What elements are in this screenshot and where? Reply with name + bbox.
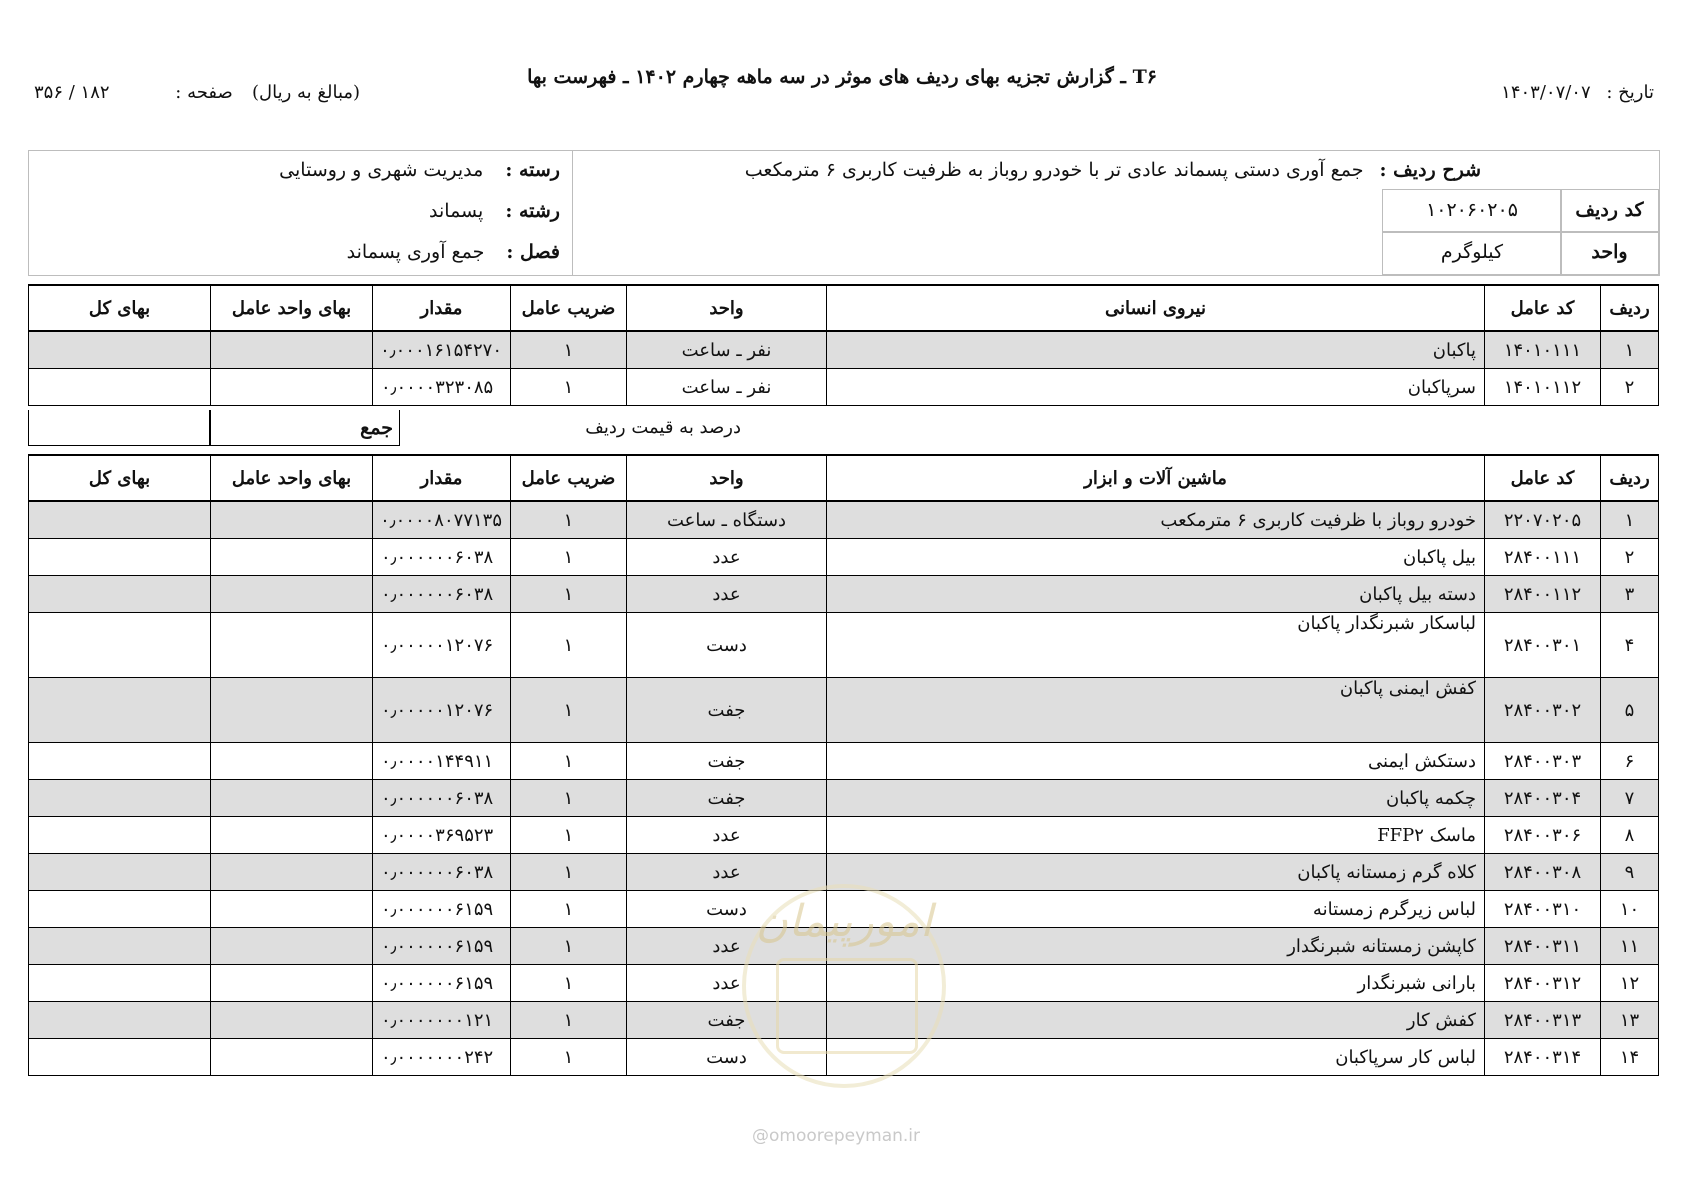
row-number: ۲ xyxy=(1601,539,1659,576)
factor-code: ۲۸۴۰۰۳۰۱ xyxy=(1485,613,1601,678)
factor-unit: دست xyxy=(627,891,827,928)
factor-quantity: ۰٫۰۰۰۰۰۰۶۱۵۹ xyxy=(373,965,511,1002)
factor-code: ۲۸۴۰۰۱۱۲ xyxy=(1485,576,1601,613)
factor-title: دسته بیل پاکبان xyxy=(827,576,1485,613)
description-value: جمع آوری دستی پسماند عادی تر با خودرو روباز به ظرفیت کاربری ۶ مترمکعب xyxy=(744,159,1364,181)
col-unit-price-header: بهای واحد عامل xyxy=(211,285,373,331)
factor-title: کاپشن زمستانه شبرنگدار xyxy=(827,928,1485,965)
factor-title: بارانی شبرنگدار xyxy=(827,965,1485,1002)
factor-unit: عدد xyxy=(627,817,827,854)
factor-title: سرپاکبان xyxy=(827,369,1485,406)
factor-quantity: ۰٫۰۰۰۰۰۱۲۰۷۶ xyxy=(373,613,511,678)
factor-unit-price xyxy=(211,1039,373,1076)
labor-header-row xyxy=(29,285,1659,331)
table-row xyxy=(29,331,1659,369)
factor-unit-price xyxy=(211,331,373,369)
table-row xyxy=(29,817,1659,854)
factor-quantity: ۰٫۰۰۰۰۸۰۷۷۱۳۵ xyxy=(373,501,511,539)
row-number: ۱۱ xyxy=(1601,928,1659,965)
factor-total-price xyxy=(29,613,211,678)
factor-coefficient: ۱ xyxy=(511,331,627,369)
page-label: صفحه : xyxy=(175,82,233,103)
table-row xyxy=(29,780,1659,817)
col-quantity-header: مقدار xyxy=(373,455,511,501)
col-quantity-header: مقدار xyxy=(373,285,511,331)
factor-quantity: ۰٫۰۰۰۰۰۰۶۰۳۸ xyxy=(373,780,511,817)
factor-total-price xyxy=(29,965,211,1002)
factor-unit: نفر ـ ساعت xyxy=(627,331,827,369)
labor-table xyxy=(28,284,1659,406)
factor-title: خودرو روباز با ظرفیت کاربری ۶ مترمکعب xyxy=(827,501,1485,539)
factor-unit-price xyxy=(211,613,373,678)
item-description-panel xyxy=(573,151,1659,275)
col-total-header: بهای کل xyxy=(29,455,211,501)
row-number: ۵ xyxy=(1601,678,1659,743)
factor-total-price xyxy=(29,576,211,613)
factor-quantity: ۰٫۰۰۰۰۰۰۰۱۲۱ xyxy=(373,1002,511,1039)
row-number: ۳ xyxy=(1601,576,1659,613)
factor-unit: دست xyxy=(627,613,827,678)
amounts-note: (مبالغ به ریال) xyxy=(252,82,361,103)
col-unit-price-header: بهای واحد عامل xyxy=(211,455,373,501)
item-info-box xyxy=(28,150,1660,276)
factor-unit: جفت xyxy=(627,780,827,817)
factor-code: ۲۸۴۰۰۳۰۳ xyxy=(1485,743,1601,780)
description-row xyxy=(745,159,1481,181)
factor-title: دستکش ایمنی xyxy=(827,743,1485,780)
code-value-cell: ۱۰۲۰۶۰۲۰۵ xyxy=(1382,189,1562,233)
col-title-header: نیروی انسانی xyxy=(827,285,1485,331)
factor-total-price xyxy=(29,891,211,928)
factor-quantity: ۰٫۰۰۰۰۰۰۶۰۳۸ xyxy=(373,854,511,891)
factor-coefficient: ۱ xyxy=(511,1002,627,1039)
unit-label-cell: واحد xyxy=(1560,231,1659,275)
factor-title: کفش ایمنی پاکبان xyxy=(827,678,1485,743)
report-title: T۶ ـ گزارش تجزیه بهای ردیف های موثر در سه ماهه چهارم ۱۴۰۲ ـ فهرست بها xyxy=(527,66,1157,88)
sum-label: جمع xyxy=(210,410,400,446)
factor-coefficient: ۱ xyxy=(511,817,627,854)
factor-title: لباسکار شبرنگدار پاکبان xyxy=(827,613,1485,678)
factor-unit: عدد xyxy=(627,539,827,576)
field-label: رشته : xyxy=(505,200,560,222)
factor-coefficient: ۱ xyxy=(511,965,627,1002)
table-row xyxy=(29,576,1659,613)
col-title-header: ماشین آلات و ابزار xyxy=(827,455,1485,501)
watermark-seal xyxy=(742,884,946,1088)
row-number: ۱ xyxy=(1601,331,1659,369)
col-row-header: ردیف xyxy=(1601,285,1659,331)
factor-unit-price xyxy=(211,678,373,743)
factor-coefficient: ۱ xyxy=(511,678,627,743)
category-row xyxy=(279,159,560,181)
factor-coefficient: ۱ xyxy=(511,501,627,539)
factor-coefficient: ۱ xyxy=(511,1039,627,1076)
factor-quantity: ۰٫۰۰۰۰۰۰۶۱۵۹ xyxy=(373,928,511,965)
col-row-header: ردیف xyxy=(1601,455,1659,501)
factor-title: ماسک FFP۲ xyxy=(827,817,1485,854)
watermark-emblem-icon xyxy=(776,958,918,1054)
row-number: ۸ xyxy=(1601,817,1659,854)
table-row xyxy=(29,613,1659,678)
factor-code: ۲۲۰۷۰۲۰۵ xyxy=(1485,501,1601,539)
factor-total-price xyxy=(29,501,211,539)
factor-code: ۱۴۰۱۰۱۱۱ xyxy=(1485,331,1601,369)
factor-title: پاکبان xyxy=(827,331,1485,369)
col-code-header: کد عامل xyxy=(1485,285,1601,331)
factor-coefficient: ۱ xyxy=(511,780,627,817)
factor-coefficient: ۱ xyxy=(511,891,627,928)
factor-unit-price xyxy=(211,780,373,817)
factor-total-price xyxy=(29,369,211,406)
col-code-header: کد عامل xyxy=(1485,455,1601,501)
factor-quantity: ۰٫۰۰۰۰۰۰۶۰۳۸ xyxy=(373,576,511,613)
factor-unit-price xyxy=(211,576,373,613)
factor-code: ۲۸۴۰۰۳۱۴ xyxy=(1485,1039,1601,1076)
factor-unit-price xyxy=(211,854,373,891)
factor-total-price xyxy=(29,928,211,965)
factor-unit: نفر ـ ساعت xyxy=(627,369,827,406)
factor-total-price xyxy=(29,678,211,743)
chapter-label: فصل : xyxy=(506,241,560,263)
col-unit-header: واحد xyxy=(627,285,827,331)
col-factor-header: ضریب عامل xyxy=(511,285,627,331)
factor-unit-price xyxy=(211,743,373,780)
factor-coefficient: ۱ xyxy=(511,928,627,965)
col-unit-header: واحد xyxy=(627,455,827,501)
factor-title: لباس زیرگرم زمستانه xyxy=(827,891,1485,928)
table-row xyxy=(29,743,1659,780)
factor-code: ۲۸۴۰۰۳۰۴ xyxy=(1485,780,1601,817)
row-number: ۲ xyxy=(1601,369,1659,406)
factor-coefficient: ۱ xyxy=(511,743,627,780)
row-number: ۶ xyxy=(1601,743,1659,780)
watermark-text: امورپیمان xyxy=(755,896,933,947)
page-number xyxy=(34,82,233,103)
factor-unit-price xyxy=(211,1002,373,1039)
row-number: ۱۲ xyxy=(1601,965,1659,1002)
factor-quantity: ۰٫۰۰۰۰۰۱۲۰۷۶ xyxy=(373,678,511,743)
factor-code: ۲۸۴۰۰۳۰۲ xyxy=(1485,678,1601,743)
factor-total-price xyxy=(29,817,211,854)
factor-unit-price xyxy=(211,369,373,406)
factor-total-price xyxy=(29,743,211,780)
factor-quantity: ۰٫۰۰۰۰۰۰۶۱۵۹ xyxy=(373,891,511,928)
chapter-value: جمع آوری پسماند xyxy=(346,241,485,263)
factor-title: چکمه پاکبان xyxy=(827,780,1485,817)
factor-quantity: ۰٫۰۰۰۱۶۱۵۴۲۷۰ xyxy=(373,331,511,369)
field-value: پسماند xyxy=(429,200,484,222)
factor-unit: جفت xyxy=(627,743,827,780)
category-value: مدیریت شهری و روستایی xyxy=(279,159,484,181)
factor-quantity: ۰٫۰۰۰۰۱۴۴۹۱۱ xyxy=(373,743,511,780)
factor-code: ۲۸۴۰۰۳۰۶ xyxy=(1485,817,1601,854)
factor-unit: عدد xyxy=(627,576,827,613)
factor-unit-price xyxy=(211,539,373,576)
factor-total-price xyxy=(29,1002,211,1039)
factor-title: لباس کار سرپاکبان xyxy=(827,1039,1485,1076)
factor-total-price xyxy=(29,331,211,369)
row-number: ۷ xyxy=(1601,780,1659,817)
unit-value-cell: کیلوگرم xyxy=(1382,231,1562,275)
factor-total-price xyxy=(29,780,211,817)
factor-unit-price xyxy=(211,891,373,928)
page-value: ۱۸۲ / ۳۵۶ xyxy=(34,82,110,103)
factor-unit-price xyxy=(211,965,373,1002)
report-date xyxy=(1501,82,1654,103)
factor-quantity: ۰٫۰۰۰۰۳۶۹۵۲۳ xyxy=(373,817,511,854)
row-number: ۱۳ xyxy=(1601,1002,1659,1039)
factor-coefficient: ۱ xyxy=(511,539,627,576)
factor-total-price xyxy=(29,854,211,891)
item-classification-panel xyxy=(29,151,573,275)
factor-unit-price xyxy=(211,928,373,965)
factor-title: کلاه گرم زمستانه پاکبان xyxy=(827,854,1485,891)
row-number: ۴ xyxy=(1601,613,1659,678)
factor-unit: عدد xyxy=(627,928,827,965)
factor-quantity: ۰٫۰۰۰۰۳۲۳۰۸۵ xyxy=(373,369,511,406)
factor-total-price xyxy=(29,539,211,576)
date-label: تاریخ : xyxy=(1606,82,1654,103)
table-row xyxy=(29,678,1659,743)
machinery-header-row xyxy=(29,455,1659,501)
table-row xyxy=(29,539,1659,576)
factor-unit-price xyxy=(211,501,373,539)
factor-unit: دست xyxy=(627,1039,827,1076)
factor-quantity: ۰٫۰۰۰۰۰۰۰۲۴۲ xyxy=(373,1039,511,1076)
col-factor-header: ضریب عامل xyxy=(511,455,627,501)
row-number: ۱ xyxy=(1601,501,1659,539)
date-value: ۱۴۰۳/۰۷/۰۷ xyxy=(1501,82,1591,103)
table-row xyxy=(29,369,1659,406)
category-label: رسته : xyxy=(505,159,560,181)
factor-coefficient: ۱ xyxy=(511,854,627,891)
factor-unit: جفت xyxy=(627,678,827,743)
factor-coefficient: ۱ xyxy=(511,613,627,678)
factor-unit-price xyxy=(211,817,373,854)
factor-total-price xyxy=(29,1039,211,1076)
col-total-header: بهای کل xyxy=(29,285,211,331)
factor-code: ۱۴۰۱۰۱۱۲ xyxy=(1485,369,1601,406)
labor-summary-row xyxy=(28,410,1658,448)
factor-code: ۲۸۴۰۰۳۱۲ xyxy=(1485,965,1601,1002)
row-number: ۹ xyxy=(1601,854,1659,891)
factor-quantity: ۰٫۰۰۰۰۰۰۶۰۳۸ xyxy=(373,539,511,576)
factor-unit: دستگاه ـ ساعت xyxy=(627,501,827,539)
sum-total-cell xyxy=(28,410,210,446)
factor-title: بیل پاکبان xyxy=(827,539,1485,576)
factor-unit: عدد xyxy=(627,854,827,891)
row-number: ۱۴ xyxy=(1601,1039,1659,1076)
factor-code: ۲۸۴۰۰۳۱۰ xyxy=(1485,891,1601,928)
factor-title: کفش کار xyxy=(827,1002,1485,1039)
factor-coefficient: ۱ xyxy=(511,576,627,613)
factor-code: ۲۸۴۰۰۳۱۳ xyxy=(1485,1002,1601,1039)
factor-unit: جفت xyxy=(627,1002,827,1039)
factor-coefficient: ۱ xyxy=(511,369,627,406)
table-row xyxy=(29,501,1659,539)
code-label-cell: کد ردیف xyxy=(1560,189,1659,233)
factor-unit: عدد xyxy=(627,965,827,1002)
watermark-url: @omoorepeyman.ir xyxy=(752,1126,921,1146)
percent-of-price-label: درصد به قیمت ردیف xyxy=(585,417,741,438)
factor-code: ۲۸۴۰۰۳۱۱ xyxy=(1485,928,1601,965)
factor-code: ۲۸۴۰۰۳۰۸ xyxy=(1485,854,1601,891)
row-number: ۱۰ xyxy=(1601,891,1659,928)
field-row xyxy=(429,200,560,222)
description-label: شرح ردیف : xyxy=(1379,159,1481,181)
chapter-row xyxy=(347,241,560,263)
factor-code: ۲۸۴۰۰۱۱۱ xyxy=(1485,539,1601,576)
